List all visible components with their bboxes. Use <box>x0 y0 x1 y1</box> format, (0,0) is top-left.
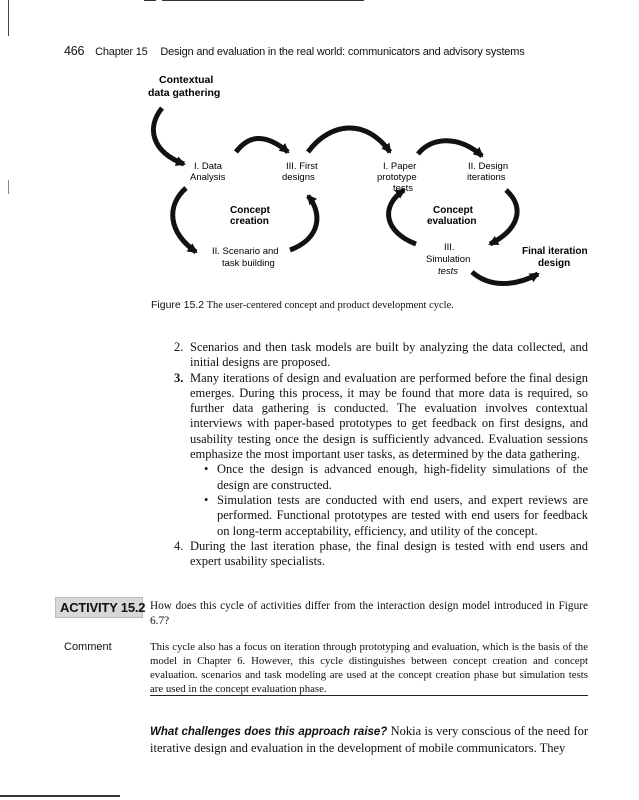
list-number: 2. <box>174 340 184 354</box>
label-concept-creation-1: Concept <box>230 205 270 216</box>
label-paper-2: prototype <box>377 172 417 183</box>
activity-question: How does this cycle of activities differ from the interaction design model introduced in Figure 6.7? <box>150 600 588 627</box>
bullet-item <box>190 462 588 493</box>
arrow-scenario-to-first-designs <box>290 196 317 250</box>
list-item <box>174 340 588 371</box>
label-data-analysis-2: Analysis <box>190 172 226 183</box>
arrow-paper-to-iterations <box>418 141 482 156</box>
label-design-iterations-1: II. Design <box>468 161 509 172</box>
label-concept-creation-2: creation <box>230 216 269 227</box>
label-data-analysis-1: I. Data <box>194 161 222 172</box>
label-contextual: Contextual <box>159 74 214 86</box>
arrow-first-designs-to-paper <box>308 128 390 152</box>
label-concept-evaluation-1: Concept <box>433 205 473 216</box>
label-final-design: design <box>538 258 571 269</box>
label-first-designs-1: III. First <box>286 161 318 172</box>
list-number: 3. <box>174 370 184 385</box>
label-data-gathering: data gathering <box>148 87 221 99</box>
list-item <box>174 539 588 570</box>
arrow-gathering-to-analysis <box>153 108 184 164</box>
section-divider <box>150 695 588 696</box>
label-paper-1: I. Paper <box>383 161 417 172</box>
label-final-iteration: Final iteration <box>522 246 588 257</box>
challenges-question: What challenges does this approach raise? <box>150 726 388 738</box>
arrow-iterations-to-simulation <box>490 190 517 244</box>
bullet-icon: • <box>204 492 209 507</box>
numbered-list <box>174 340 588 569</box>
list-text: Many iterations of design and evaluation are performed before the final design emerges. During this process, it may be found that more data is required, so further data gathering is conducted. The evaluation involves contextual interviews with paper-based prototypes to get feedback on first designs, and usability testing once the design is sufficiently advanced. Evaluation sessions emphasize the most important user tasks, as determined by the data gathering. <box>190 370 588 462</box>
comment-label: Comment <box>64 641 112 653</box>
label-scenario-2: task building <box>222 258 275 269</box>
list-text: Scenarios and then task models are built by analyzing the data collected, and initial designs are proposed. <box>190 340 588 370</box>
figure-caption-text: The user-centered concept and product development cycle. <box>206 300 454 311</box>
bullet-icon: • <box>204 462 209 477</box>
label-simulation-2: Simulation <box>426 254 471 265</box>
top-rule-short <box>144 0 156 1</box>
arrow-analysis-to-scenario <box>173 188 196 252</box>
bottom-rule <box>0 795 120 797</box>
development-cycle-diagram <box>0 72 639 302</box>
margin-mark <box>8 0 9 36</box>
comment-text: This cycle also has a focus on iteration through prototyping and evaluation, which is the basis of the model in Chapter 6. However, this cycle distinguishes between concept creation and concept evaluation. scenarios and task modeling are used at the concept creation phase but simulation tests are used in the concept evaluation phase. <box>150 641 588 695</box>
label-scenario-1: II. Scenario and <box>212 246 279 257</box>
figure-caption <box>151 299 454 311</box>
bullet-item <box>190 493 588 539</box>
label-design-iterations-2: iterations <box>467 172 506 183</box>
label-first-designs-2: designs <box>282 172 315 183</box>
chapter-label: Chapter 15 <box>95 46 148 58</box>
label-simulation-1: III. <box>444 242 455 253</box>
top-rule <box>162 0 364 1</box>
list-item <box>174 371 588 539</box>
label-paper-3: tests <box>393 183 414 194</box>
arrow-simulation-to-paper <box>389 190 416 244</box>
list-number: 4. <box>174 538 184 553</box>
page-number: 466 <box>64 44 85 58</box>
activity-label: ACTIVITY 15.2 <box>60 600 146 615</box>
label-concept-evaluation-2: evaluation <box>427 216 477 227</box>
bullet-text: Once the design is advanced enough, high-fidelity simulations of the design are constructed. <box>217 462 588 492</box>
closing-paragraph <box>150 723 588 756</box>
label-simulation-3: tests <box>438 266 459 277</box>
closing-text: Nokia is very conscious of the need for iterative design and evaluation in the development of mobile communicators. They <box>150 724 589 755</box>
running-header <box>64 44 525 58</box>
arrow-to-final-design <box>472 272 538 284</box>
list-text: During the last iteration phase, the final design is tested with end users and expert usability specialists. <box>190 538 588 569</box>
chapter-title: Design and evaluation in the real world: communicators and advisory systems <box>160 46 525 58</box>
figure-label: Figure 15.2 <box>151 299 205 311</box>
bullet-text: Simulation tests are conducted with end users, and expert reviews are performed. Functional prototypes are tested with end users for feedback on long-term acceptability, efficiency, and utility of the concept. <box>217 492 588 538</box>
arrow-analysis-to-first-designs <box>236 138 288 152</box>
